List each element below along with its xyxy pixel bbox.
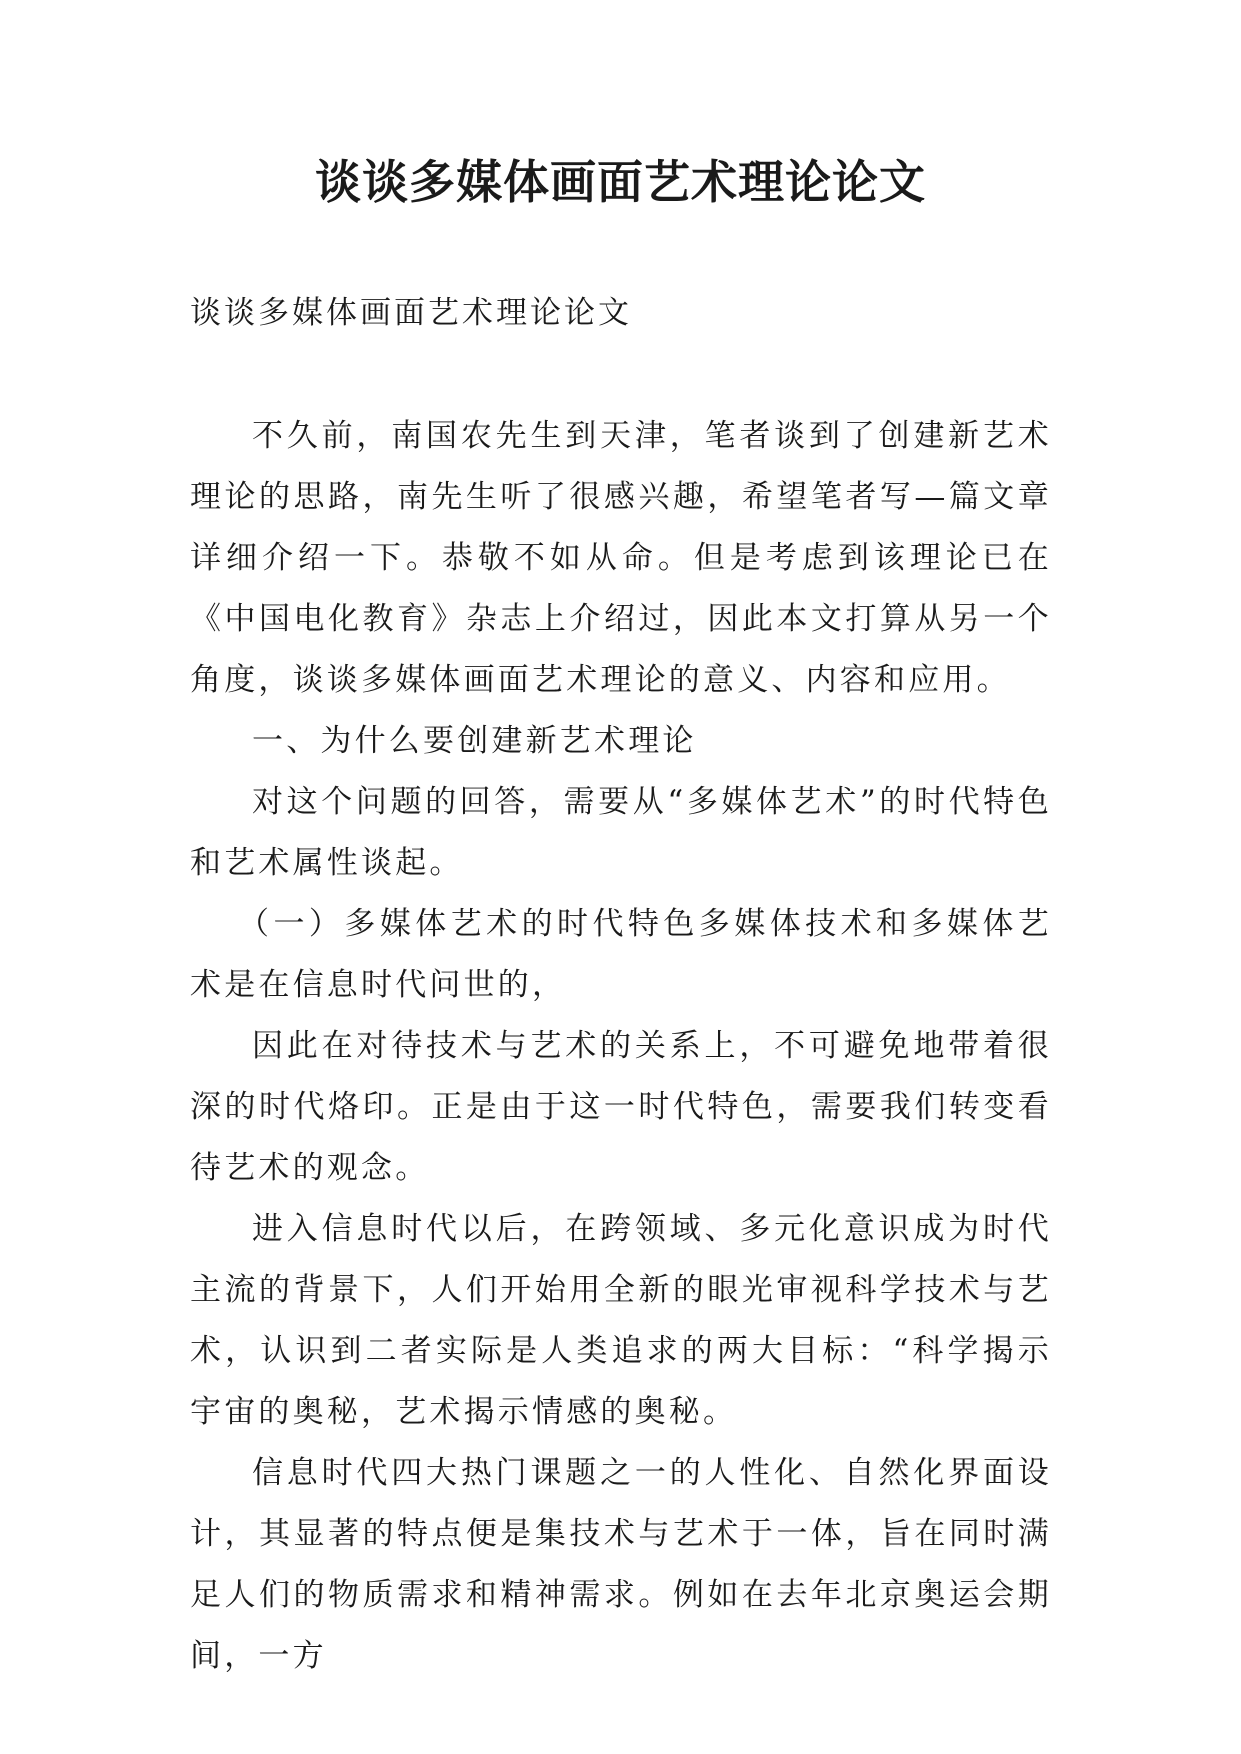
document-subtitle: 谈谈多媒体画面艺术理论论文 <box>190 295 632 331</box>
paragraph: 进入信息时代以后，在跨领域、多元化意识成为时代主流的背景下，人们开始用全新的眼光审视科学技术与艺术，认识到二者实际是人类追求的两大目标：“科学揭示宇宙的奥秘，艺术揭示情感的奥秘。 <box>190 1211 1052 1430</box>
subsection-paragraph: （一）多媒体艺术的时代特色多媒体技术和多媒体艺术是在信息时代问世的， <box>190 906 1052 1003</box>
paragraph: 对这个问题的回答，需要从“多媒体艺术”的时代特色和艺术属性谈起。 <box>190 784 1052 881</box>
section-heading: 一、为什么要创建新艺术理论 <box>252 723 697 759</box>
paragraph: 因此在对待技术与艺术的关系上，不可避免地带着很深的时代烙印。正是由于这一时代特色，需要我们转变看待艺术的观念。 <box>190 1028 1052 1186</box>
document-body <box>190 406 1052 1687</box>
paragraph: 信息时代四大热门课题之一的人性化、自然化界面设计，其显著的特点便是集技术与艺术于一体，旨在同时满足人们的物质需求和精神需求。例如在去年北京奥运会期间，一方 <box>190 1455 1052 1674</box>
document-title: 谈谈多媒体画面艺术理论论文 <box>315 155 926 209</box>
paragraph: 不久前，南国农先生到天津，笔者谈到了创建新艺术理论的思路，南先生听了很感兴趣，希望笔者写—篇文章详细介绍一下。恭敬不如从命。但是考虑到该理论已在《中国电化教育》杂志上介绍过，因此本文打算从另一个角度，谈谈多媒体画面艺术理论的意义、内容和应用。 <box>190 418 1052 698</box>
